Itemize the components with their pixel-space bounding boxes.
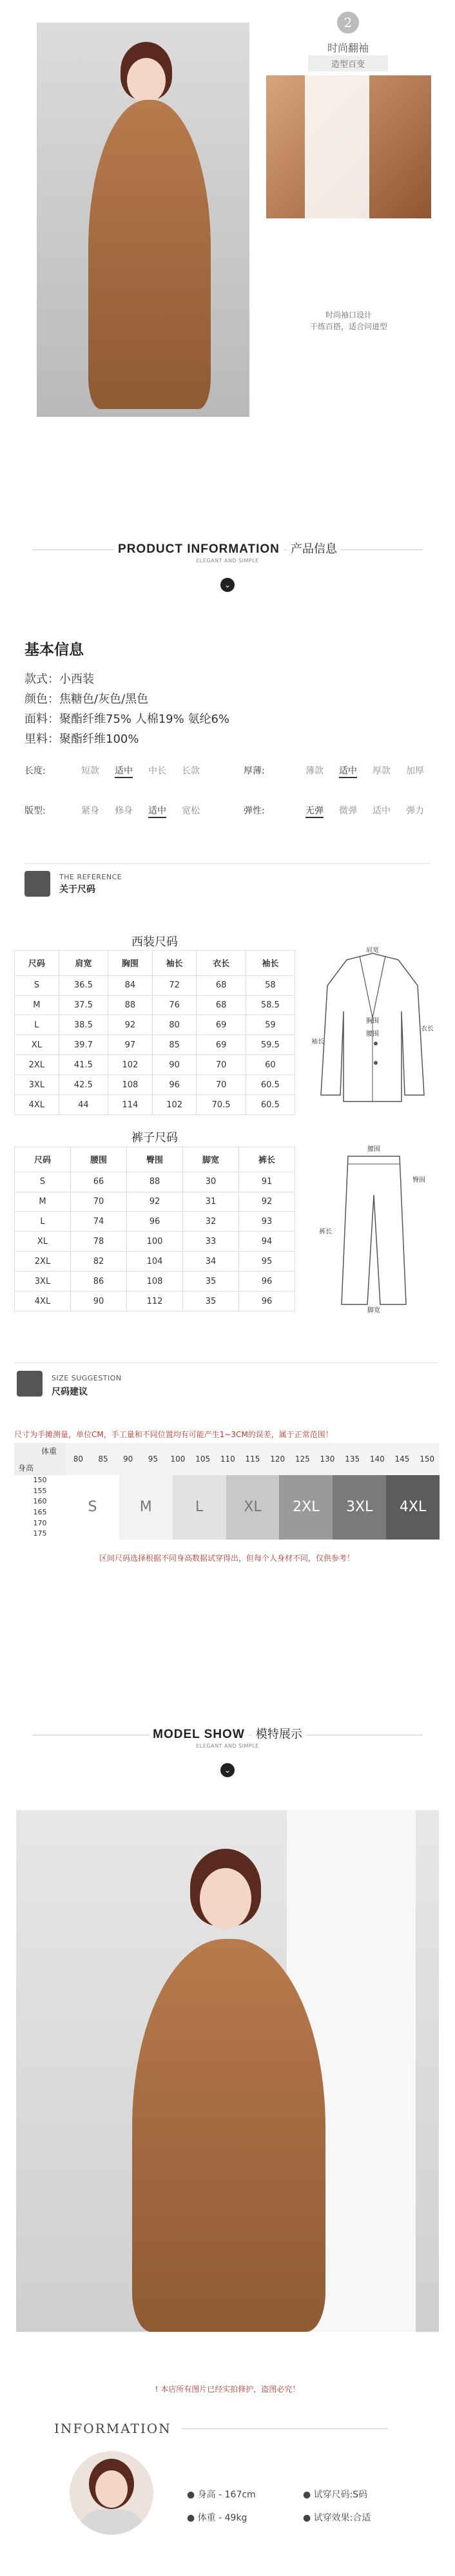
reference-title-cn: 关于尺码: [59, 884, 95, 895]
attr-label: 版型:: [24, 806, 46, 816]
table-row: L 38.5 92 80 69 59: [15, 1015, 295, 1035]
pants-label-waist: 腰围: [367, 1146, 380, 1153]
table-row: L 74 96 32 93: [15, 1212, 295, 1232]
table-row: 2XL 41.5 102 90 70 60: [15, 1055, 295, 1075]
pants-size-table: [14, 1147, 295, 1312]
weights-row: [66, 1443, 440, 1475]
table-row: S 36.5 84 72 68 58: [15, 975, 295, 995]
weight-value: 115: [240, 1443, 266, 1475]
grid-corner: [14, 1443, 66, 1475]
table-header: 脚宽: [183, 1147, 239, 1172]
size-suggestion-grid: [14, 1443, 440, 1540]
attr-option: 中长: [148, 766, 166, 776]
attr-option: 紧身: [81, 806, 99, 816]
jacket-size-table: [14, 950, 295, 1115]
jacket-diagram: [308, 947, 437, 1112]
table-header: 袖长: [152, 951, 197, 976]
model-show-heading: [0, 1725, 455, 1742]
model-height: [187, 2488, 256, 2501]
height-value: 170: [33, 1518, 47, 1527]
table-header: 尺码: [15, 951, 59, 976]
attr-thickness: [244, 764, 443, 779]
hanger-icon: [24, 871, 50, 897]
info-title: INFORMATION: [54, 2421, 171, 2436]
feature-number-badge: [337, 12, 359, 33]
table-row: S 66 88 30 91: [15, 1172, 295, 1192]
size-block: 4XL: [386, 1475, 440, 1540]
table-header: 胸围: [108, 951, 152, 976]
weight-value: 100: [166, 1443, 191, 1475]
weight-value: 80: [66, 1443, 91, 1475]
table-row: 4XL 44 114 102 70.5 60.5: [15, 1095, 295, 1115]
size-block: 2XL: [279, 1475, 333, 1540]
attr-option: 长款: [182, 766, 200, 776]
weight-value: 110: [215, 1443, 240, 1475]
attr-label: 弹性:: [244, 806, 265, 816]
table-header: 尺码: [15, 1147, 71, 1172]
size-suggestion-icon: [17, 1371, 43, 1397]
attr-label: 长度:: [24, 766, 46, 776]
suggestion-title-en: SIZE SUGGESTION: [52, 1374, 122, 1382]
copyright-text: 本店所有图片已经实拍修护，盗图必究！: [160, 2385, 300, 2394]
product-info-heading-cn: 产品信息: [287, 542, 341, 556]
model-show-sub: ELEGANT AND SIMPLE: [196, 1743, 259, 1749]
jacket-label-waist: 腰围: [366, 1031, 379, 1038]
model-avatar: [70, 2451, 153, 2535]
suggestion-divider: [14, 1362, 437, 1363]
attr-option: 宽松: [182, 806, 200, 816]
sleeve-detail-photo: [266, 75, 431, 218]
feature-number: 2: [344, 15, 353, 30]
attr-fit: [24, 804, 224, 819]
basic-info-line: 颜色：焦糖色/灰色/黑色: [24, 692, 149, 706]
heights-col: [14, 1475, 66, 1540]
weight-value: 120: [265, 1443, 290, 1475]
attr-length: [24, 764, 224, 779]
pants-size-title: 裤子尺码: [131, 1131, 178, 1145]
attr-option: 短款: [81, 766, 99, 776]
bullet-icon: ●: [187, 2513, 198, 2523]
pants-label-hem: 脚宽: [367, 1307, 380, 1314]
table-row: M 37.5 88 76 68 58.5: [15, 995, 295, 1015]
size-block: L: [173, 1475, 226, 1540]
height-label: 身高: [18, 1464, 34, 1473]
size-block: XL: [226, 1475, 280, 1540]
attr-option: 适中: [373, 806, 391, 816]
table-row: XL 39.7 97 85 69 59.5: [15, 1035, 295, 1055]
model-height-text: 身高 - 167cm: [197, 2490, 256, 2500]
attr-option: 弹力: [406, 806, 424, 816]
attr-label: 厚薄:: [244, 766, 265, 776]
basic-info-title: 基本信息: [24, 642, 84, 658]
table-header: 腰围: [71, 1147, 127, 1172]
attr-option: 微弹: [339, 806, 357, 816]
table-row: 2XL 82 104 34 95: [15, 1252, 295, 1272]
weight-label: 体重: [41, 1447, 57, 1456]
table-header: 肩宽: [59, 951, 108, 976]
height-value: 175: [33, 1529, 47, 1538]
try-size: [303, 2488, 367, 2501]
info-line: [182, 2428, 388, 2429]
sizes-row: [66, 1475, 440, 1540]
copyright-notice: [0, 2383, 455, 2394]
height-value: 155: [33, 1486, 47, 1495]
suggestion-title-cn: 尺码建议: [52, 1387, 88, 1397]
attr-option-selected: 适中: [115, 764, 133, 778]
bullet-icon: ●: [303, 2513, 314, 2523]
product-info-sub: ELEGANT AND SIMPLE: [196, 558, 259, 564]
jacket-label-length: 衣长: [421, 1026, 434, 1033]
attr-option: 加厚: [406, 766, 424, 776]
size-block: 3XL: [333, 1475, 386, 1540]
model-show-photo: [16, 1810, 439, 2332]
bullet-icon: ●: [187, 2490, 198, 2500]
table-header: 臀围: [127, 1147, 183, 1172]
model-weight-text: 体重 - 49kg: [197, 2513, 247, 2523]
suggestion-note-bottom: 区间尺码选择根据不同身高数据试穿得出，但每个人身材不同，仅供参考！: [99, 1554, 354, 1563]
suggestion-note-top: 尺寸为手摊测量，单位CM，手工量和不同位置均有可能产生1~3CM的误差，属于正常范围！: [14, 1430, 333, 1439]
product-info-dot-icon: ⌄: [220, 578, 235, 592]
weight-value: 85: [91, 1443, 116, 1475]
pants-label-hip: 臀围: [412, 1177, 425, 1184]
attr-option-selected: 无弹: [305, 804, 324, 818]
try-size-text: 试穿尺码:S码: [313, 2490, 368, 2500]
feature-title: 时尚翻袖: [327, 42, 369, 54]
reference-title-en: THE REFERENCE: [59, 873, 122, 881]
height-value: 150: [33, 1476, 47, 1484]
height-value: 165: [33, 1508, 47, 1516]
jacket-size-title: 西装尺码: [131, 935, 178, 949]
attr-option-selected: 适中: [339, 764, 357, 778]
product-info-heading-en: PRODUCT INFORMATION: [114, 542, 284, 556]
attr-option: 修身: [115, 806, 133, 816]
model-show-heading-en: MODEL SHOW: [149, 1728, 249, 1741]
bullet-icon: ●: [303, 2490, 314, 2500]
attr-elasticity: [244, 804, 443, 819]
feature-tag: 造型百变: [308, 55, 388, 72]
table-header: 衣长: [197, 951, 246, 976]
weight-value: 90: [115, 1443, 140, 1475]
size-block: S: [66, 1475, 119, 1540]
weight-value: 130: [315, 1443, 340, 1475]
pants-label-length: 裤长: [319, 1228, 332, 1236]
jacket-label-shoulder: 肩宽: [366, 947, 379, 954]
jacket-label-sleeve: 袖长: [311, 1038, 324, 1045]
attr-option-selected: 适中: [148, 804, 166, 818]
table-row: XL 78 100 33 94: [15, 1232, 295, 1252]
top-model-photo: [37, 23, 249, 417]
table-header: 袖长: [246, 951, 295, 976]
size-block: M: [119, 1475, 173, 1540]
warning-icon: !: [155, 2385, 161, 2394]
basic-info-line: 里料：聚酯纤维100%: [24, 732, 139, 746]
try-effect: [303, 2511, 371, 2524]
pants-diagram: [316, 1143, 432, 1314]
weight-value: 145: [390, 1443, 415, 1475]
model-show-heading-cn: 模特展示: [252, 1728, 306, 1741]
jacket-label-chest: 胸围: [366, 1018, 379, 1025]
weight-value: 140: [365, 1443, 390, 1475]
attr-option: 薄款: [305, 766, 324, 776]
weight-value: 135: [340, 1443, 365, 1475]
height-value: 160: [33, 1497, 47, 1506]
product-info-heading: [0, 540, 455, 557]
table-header: 裤长: [239, 1147, 295, 1172]
weight-value: 105: [190, 1443, 215, 1475]
weight-value: 95: [140, 1443, 166, 1475]
model-show-dot-icon: ⌄: [220, 1763, 235, 1777]
reference-divider: [24, 863, 431, 864]
table-row: M 70 92 31 92: [15, 1192, 295, 1212]
feature-desc-1: 时尚袖口设计: [325, 310, 372, 320]
table-row: 3XL 42.5 108 96 70 60.5: [15, 1075, 295, 1095]
weight-value: 150: [414, 1443, 440, 1475]
table-row: 3XL 86 108 35 96: [15, 1272, 295, 1292]
weight-value: 125: [290, 1443, 315, 1475]
basic-info-line: 款式：小西装: [24, 673, 94, 686]
basic-info-line: 面料：聚酯纤维75% 人棉19% 氨纶6%: [24, 712, 230, 726]
attr-option: 厚款: [373, 766, 391, 776]
table-row: 4XL 90 112 35 96: [15, 1292, 295, 1312]
model-weight: [187, 2511, 247, 2524]
try-effect-text: 试穿效果:合适: [313, 2513, 371, 2523]
feature-desc-2: 干练百搭，适合问道型: [309, 322, 387, 331]
